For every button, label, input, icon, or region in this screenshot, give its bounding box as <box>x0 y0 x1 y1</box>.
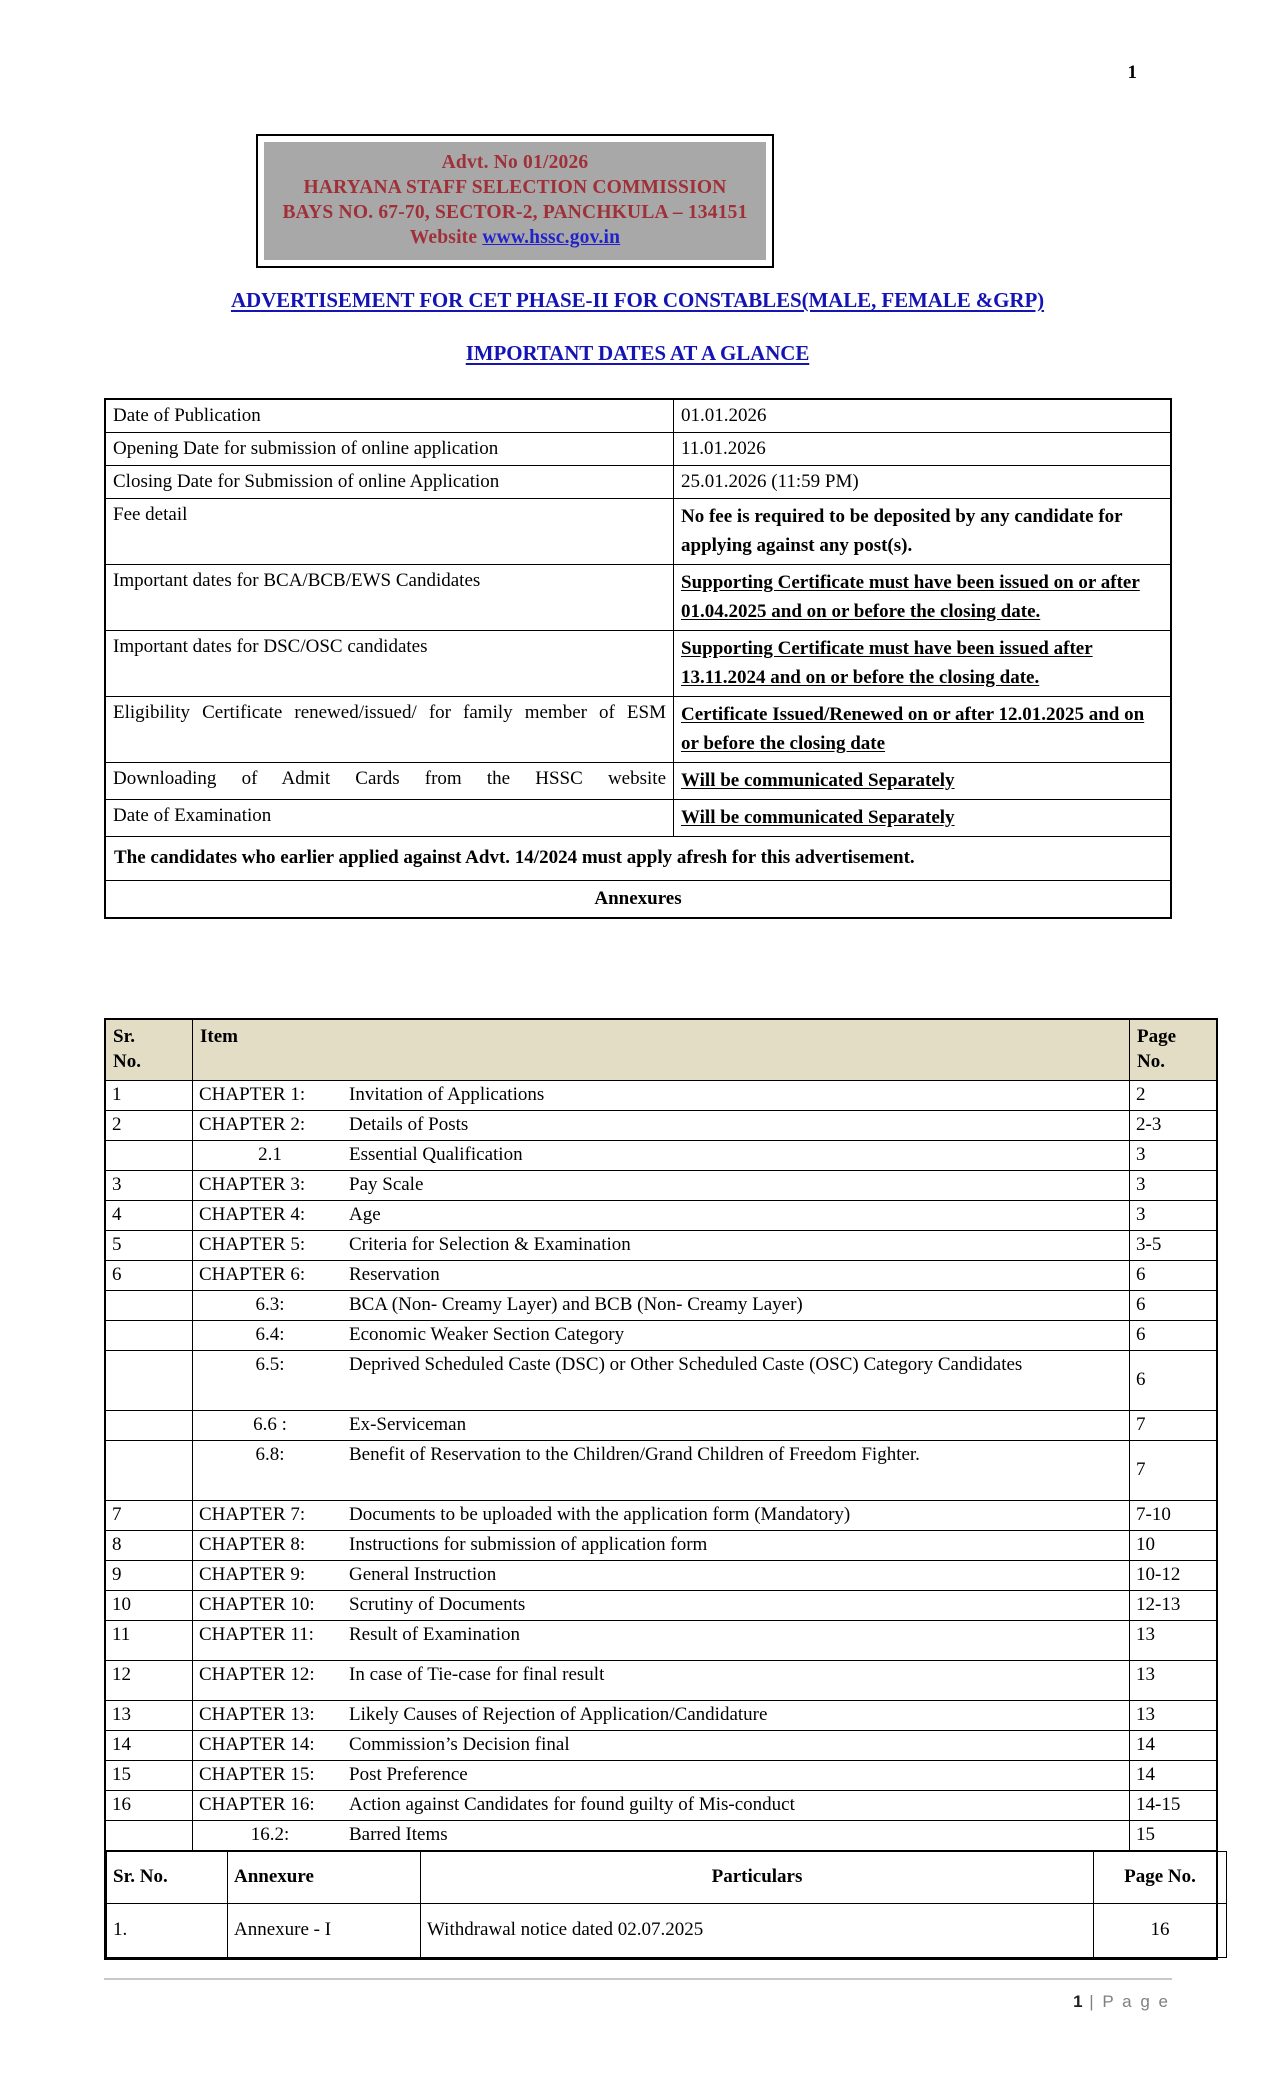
row-item-text: Result of Examination <box>349 1624 520 1645</box>
col-header-annexure: Annexure <box>228 1852 421 1904</box>
row-item-text: Ex-Serviceman <box>349 1414 467 1435</box>
row-page-no: 7 <box>1130 1411 1218 1441</box>
row-item <box>193 1441 1130 1501</box>
row-chapter: CHAPTER 3: <box>199 1174 306 1195</box>
row-label: Opening Date for submission of online application <box>105 433 674 466</box>
col-header-sr-no <box>105 1019 193 1081</box>
row-item <box>193 1291 1130 1321</box>
row-subsection: 6.8: <box>255 1444 285 1465</box>
table-row <box>105 1141 1217 1171</box>
masthead-organisation: HARYANA STAFF SELECTION COMMISSION <box>303 177 727 198</box>
row-item-text: Pay Scale <box>349 1174 424 1195</box>
important-dates-title-text: IMPORTANT DATES AT A GLANCE <box>465 341 810 365</box>
advertisement-title <box>0 288 1275 313</box>
table-row <box>105 1231 1217 1261</box>
table-row <box>105 466 1171 499</box>
row-label: Fee detail <box>105 499 674 565</box>
footer-label: P a g e <box>1102 1992 1170 2011</box>
row-subsection: 2.1 <box>258 1144 282 1165</box>
row-annexure: Annexure - I <box>228 1904 421 1958</box>
row-item <box>193 1731 1130 1761</box>
row-page-no: 15 <box>1130 1821 1218 1851</box>
col-header-page-no <box>1130 1019 1218 1081</box>
row-chapter: CHAPTER 5: <box>199 1234 306 1255</box>
row-page-no: 12-13 <box>1130 1591 1218 1621</box>
masthead-website-row <box>274 225 756 250</box>
row-chapter: CHAPTER 12: <box>199 1664 315 1685</box>
row-sr-no <box>105 1321 193 1351</box>
masthead-address: BAYS NO. 67-70, SECTOR-2, PANCHKULA – 134151 <box>282 202 748 223</box>
row-item-text: Documents to be uploaded with the application form (Mandatory) <box>349 1504 851 1525</box>
table-row <box>105 1201 1217 1231</box>
advertisement-title-text: ADVERTISEMENT FOR CET PHASE-II FOR CONSTABLES(MALE, FEMALE &GRP) <box>230 288 1045 312</box>
table-row <box>105 697 1171 763</box>
col-header-particulars: Particulars <box>421 1852 1094 1904</box>
row-value: 11.01.2026 <box>674 433 1172 466</box>
row-subsection: 16.2: <box>250 1824 290 1845</box>
row-page-no: 3 <box>1130 1171 1218 1201</box>
row-page-no: 6 <box>1130 1321 1218 1351</box>
apply-afresh-notice: The candidates who earlier applied against Advt. 14/2024 must apply afresh for this advertisement. <box>105 837 1171 881</box>
row-chapter: CHAPTER 10: <box>199 1594 315 1615</box>
col-header-page-line2: No. <box>1137 1051 1165 1072</box>
row-sr-no: 14 <box>105 1731 193 1761</box>
row-sr-no: 7 <box>105 1501 193 1531</box>
row-page-no: 6 <box>1130 1261 1218 1291</box>
row-item-text: Deprived Scheduled Caste (DSC) or Other Scheduled Caste (OSC) Category Candidates <box>349 1354 1023 1375</box>
table-row <box>105 1531 1217 1561</box>
row-item <box>193 1701 1130 1731</box>
row-page-no: 10 <box>1130 1531 1218 1561</box>
row-label: Closing Date for Submission of online Application <box>105 466 674 499</box>
row-item <box>193 1591 1130 1621</box>
table-row <box>105 1351 1217 1411</box>
row-page-no: 6 <box>1130 1291 1218 1321</box>
row-item <box>193 1231 1130 1261</box>
row-page-no: 14-15 <box>1130 1791 1218 1821</box>
row-item-text: Reservation <box>349 1264 440 1285</box>
table-row <box>105 1171 1217 1201</box>
annexure-subtable <box>106 1851 1227 1958</box>
row-item-text: Age <box>349 1204 381 1225</box>
table-row <box>105 763 1171 800</box>
row-value-text: Will be communicated Separately <box>681 807 955 828</box>
row-page-no: 6 <box>1130 1351 1218 1411</box>
row-page-no: 3 <box>1130 1141 1218 1171</box>
col-header-sr-line1: Sr. <box>113 1026 136 1047</box>
row-sr-no <box>105 1141 193 1171</box>
row-chapter: CHAPTER 15: <box>199 1764 315 1785</box>
row-chapter: CHAPTER 6: <box>199 1264 306 1285</box>
table-row <box>105 1591 1217 1621</box>
row-chapter: CHAPTER 7: <box>199 1504 306 1525</box>
page-number-top: 1 <box>1127 62 1137 83</box>
row-item <box>193 1791 1130 1821</box>
row-item <box>193 1081 1130 1111</box>
row-page-no: 2-3 <box>1130 1111 1218 1141</box>
footer-separator: | <box>1089 1992 1096 2011</box>
row-page-no: 13 <box>1130 1661 1218 1701</box>
row-page-no: 10-12 <box>1130 1561 1218 1591</box>
row-label: Important dates for DSC/OSC candidates <box>105 631 674 697</box>
table-row <box>105 1261 1217 1291</box>
row-item-text: Barred Items <box>349 1824 448 1845</box>
row-sr-no: 11 <box>105 1621 193 1661</box>
row-value-text: Will be communicated Separately <box>681 770 955 791</box>
footer <box>0 1992 1170 2012</box>
row-item-text: Criteria for Selection & Examination <box>349 1234 631 1255</box>
row-value: 25.01.2026 (11:59 PM) <box>674 466 1172 499</box>
annexure-subtable-header-row <box>105 1851 1217 1960</box>
row-chapter: CHAPTER 14: <box>199 1734 315 1755</box>
row-sr-no: 2 <box>105 1111 193 1141</box>
row-page-no: 13 <box>1130 1621 1218 1661</box>
table-row <box>105 499 1171 565</box>
table-header-row <box>105 1019 1217 1081</box>
row-item-text: Likely Causes of Rejection of Application/Candidature <box>349 1704 768 1725</box>
row-item-text: Instructions for submission of application form <box>349 1534 708 1555</box>
hssc-website-link[interactable]: www.hssc.gov.in <box>482 227 621 248</box>
table-row <box>105 1501 1217 1531</box>
table-header-row <box>107 1852 1227 1904</box>
row-chapter: CHAPTER 8: <box>199 1534 306 1555</box>
row-page-no: 3 <box>1130 1201 1218 1231</box>
row-page-no: 2 <box>1130 1081 1218 1111</box>
row-sr-no: 12 <box>105 1661 193 1701</box>
row-item-text: Scrutiny of Documents <box>349 1594 526 1615</box>
row-item-text: In case of Tie-case for final result <box>349 1664 605 1685</box>
masthead-advt-no: Advt. No 01/2026 <box>441 152 589 173</box>
row-sr-no <box>105 1441 193 1501</box>
table-row <box>105 1321 1217 1351</box>
row-subsection: 6.4: <box>255 1324 285 1345</box>
row-sr-no: 4 <box>105 1201 193 1231</box>
row-page-no: 3-5 <box>1130 1231 1218 1261</box>
row-particulars: Withdrawal notice dated 02.07.2025 <box>421 1904 1094 1958</box>
row-item-text: Essential Qualification <box>349 1144 523 1165</box>
table-row <box>105 1731 1217 1761</box>
row-item <box>193 1111 1130 1141</box>
row-sr-no: 15 <box>105 1761 193 1791</box>
annexures-index-table <box>104 1018 1218 1960</box>
row-page-no: 14 <box>1130 1761 1218 1791</box>
masthead-inner-panel <box>264 142 766 260</box>
row-item <box>193 1621 1130 1661</box>
row-value: 01.01.2026 <box>674 399 1172 433</box>
row-sr-no: 1 <box>105 1081 193 1111</box>
row-item <box>193 1761 1130 1791</box>
row-sr-no: 16 <box>105 1791 193 1821</box>
row-sr-no: 3 <box>105 1171 193 1201</box>
table-row <box>105 800 1171 837</box>
row-sr-no: 9 <box>105 1561 193 1591</box>
row-item <box>193 1351 1130 1411</box>
row-value: No fee is required to be deposited by any candidate for applying against any post(s). <box>674 499 1172 565</box>
table-row <box>105 631 1171 697</box>
row-sr-no: 5 <box>105 1231 193 1261</box>
row-sr-no: 8 <box>105 1531 193 1561</box>
row-item <box>193 1141 1130 1171</box>
table-row <box>105 1081 1217 1111</box>
table-row <box>105 1791 1217 1821</box>
row-chapter: CHAPTER 9: <box>199 1564 306 1585</box>
row-label: Eligibility Certificate renewed/issued/ for family member of ESM <box>105 697 674 763</box>
annexures-heading-row <box>105 881 1171 919</box>
row-value-text: Supporting Certificate must have been issued after 13.11.2024 and on or before the closing date. <box>681 638 1093 688</box>
row-item <box>193 1501 1130 1531</box>
row-chapter: CHAPTER 1: <box>199 1084 306 1105</box>
row-item-text: Economic Weaker Section Category <box>349 1324 625 1345</box>
row-chapter: CHAPTER 13: <box>199 1704 315 1725</box>
table-row <box>105 1441 1217 1501</box>
row-item <box>193 1261 1130 1291</box>
row-sr-no <box>105 1411 193 1441</box>
important-dates-table <box>104 398 1172 919</box>
row-item <box>193 1661 1130 1701</box>
table-row <box>105 1291 1217 1321</box>
row-item <box>193 1171 1130 1201</box>
row-label: Important dates for BCA/BCB/EWS Candidates <box>105 565 674 631</box>
row-value <box>674 631 1172 697</box>
row-sr-no <box>105 1351 193 1411</box>
row-chapter: CHAPTER 11: <box>199 1624 314 1645</box>
row-value-text: Certificate Issued/Renewed on or after 12.01.2025 and on or before the closing date <box>681 704 1145 754</box>
row-item-text: Commission’s Decision final <box>349 1734 570 1755</box>
row-subsection: 6.5: <box>255 1354 285 1375</box>
row-sr-no: 6 <box>105 1261 193 1291</box>
row-item-text: Benefit of Reservation to the Children/Grand Children of Freedom Fighter. <box>349 1444 920 1465</box>
row-item-text: Details of Posts <box>349 1114 469 1135</box>
table-row <box>107 1904 1227 1958</box>
table-row <box>105 1561 1217 1591</box>
row-item-text: General Instruction <box>349 1564 497 1585</box>
table-row <box>105 1111 1217 1141</box>
row-sr-no <box>105 1291 193 1321</box>
notice-row <box>105 837 1171 881</box>
masthead-box <box>256 134 774 268</box>
row-label: Date of Examination <box>105 800 674 837</box>
row-item-text: Post Preference <box>349 1764 468 1785</box>
annexures-heading: Annexures <box>105 881 1171 919</box>
masthead-website-label: Website <box>409 227 478 248</box>
table-row <box>105 1821 1217 1851</box>
row-item-text: Action against Candidates for found guilty of Mis-conduct <box>349 1794 795 1815</box>
row-item <box>193 1411 1130 1441</box>
row-page-no: 7-10 <box>1130 1501 1218 1531</box>
col-header-sr-line2: No. <box>113 1051 141 1072</box>
col-header-page-no: Page No. <box>1094 1852 1227 1904</box>
row-subsection: 6.6 : <box>253 1414 287 1435</box>
row-value <box>674 763 1172 800</box>
row-page-no: 16 <box>1094 1904 1227 1958</box>
table-row <box>105 1701 1217 1731</box>
row-sr-no: 1. <box>107 1904 228 1958</box>
row-label: Downloading of Admit Cards from the HSSC website <box>105 763 674 800</box>
row-value-text: Supporting Certificate must have been issued on or after 01.04.2025 and on or before the closing date. <box>681 572 1140 622</box>
row-item <box>193 1821 1130 1851</box>
masthead-outer-border <box>256 134 774 268</box>
row-page-no: 13 <box>1130 1701 1218 1731</box>
row-sr-no: 13 <box>105 1701 193 1731</box>
row-item-text: Invitation of Applications <box>349 1084 545 1105</box>
row-item-text: BCA (Non- Creamy Layer) and BCB (Non- Creamy Layer) <box>349 1294 803 1315</box>
row-sr-no: 10 <box>105 1591 193 1621</box>
row-value <box>674 697 1172 763</box>
row-sr-no <box>105 1821 193 1851</box>
table-row <box>105 1761 1217 1791</box>
row-label: Date of Publication <box>105 399 674 433</box>
table-row <box>105 1661 1217 1701</box>
footer-page-number: 1 <box>1073 1992 1083 2011</box>
row-subsection: 6.3: <box>255 1294 285 1315</box>
table-row <box>105 565 1171 631</box>
row-item <box>193 1531 1130 1561</box>
table-row <box>105 1621 1217 1661</box>
row-page-no: 7 <box>1130 1441 1218 1501</box>
row-chapter: CHAPTER 4: <box>199 1204 306 1225</box>
row-chapter: CHAPTER 2: <box>199 1114 306 1135</box>
row-value <box>674 565 1172 631</box>
col-header-item: Item <box>193 1019 1130 1081</box>
row-item <box>193 1201 1130 1231</box>
annexure-subtable-cell <box>105 1851 1217 1960</box>
table-row <box>105 1411 1217 1441</box>
row-value <box>674 800 1172 837</box>
important-dates-title <box>0 341 1275 366</box>
row-page-no: 14 <box>1130 1731 1218 1761</box>
footer-divider <box>104 1978 1172 1980</box>
col-header-sr-no: Sr. No. <box>107 1852 228 1904</box>
row-item <box>193 1321 1130 1351</box>
table-row <box>105 399 1171 433</box>
col-header-page-line1: Page <box>1137 1026 1177 1047</box>
row-chapter: CHAPTER 16: <box>199 1794 315 1815</box>
row-item <box>193 1561 1130 1591</box>
table-row <box>105 433 1171 466</box>
